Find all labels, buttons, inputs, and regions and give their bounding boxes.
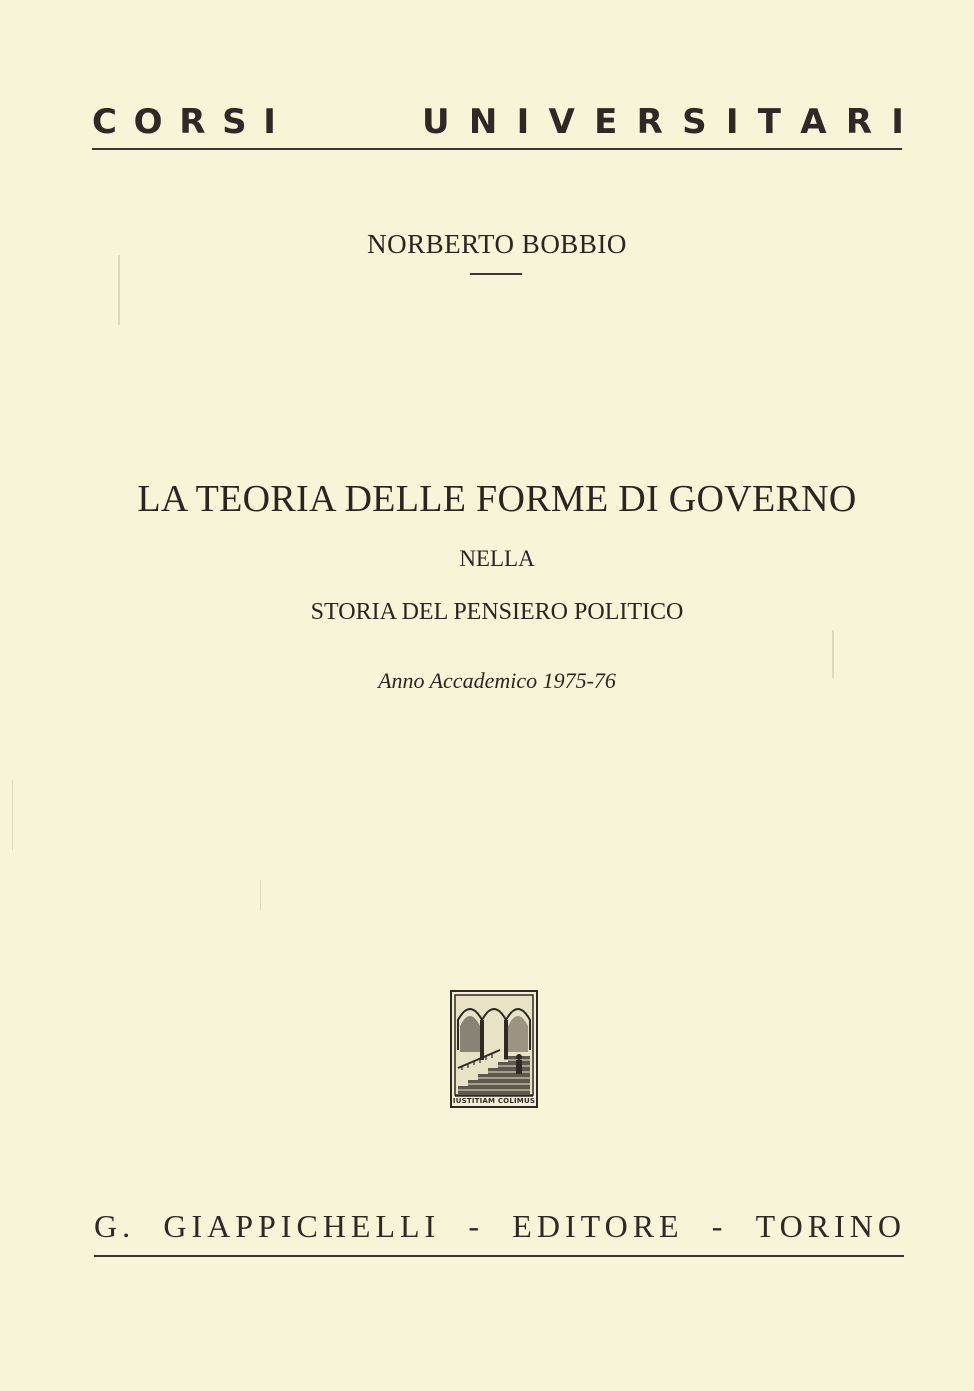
series-word-universitari [422,100,904,144]
series-letter: N [468,102,498,142]
book-subtitle: STORIA DEL PENSIERO POLITICO [310,599,684,625]
series-letter: I [263,102,276,142]
series-divider [92,148,902,150]
publisher-role: EDITORE [512,1208,684,1244]
publisher-separator: - [711,1208,728,1244]
series-letter: A [800,102,827,142]
publisher-initial: G. [94,1208,136,1244]
title-connector: NELLA [459,546,535,571]
author-name: NORBERTO BOBBIO [367,229,627,259]
series-letter: R [179,102,206,142]
series-letter: I [516,102,530,142]
publisher-line [94,1206,906,1246]
series-letter: V [548,102,575,142]
series-letter: O [133,102,163,142]
emblem-motto: IUSTITIAM COLIMUS [452,1097,536,1105]
series-letter: T [757,102,781,142]
series-word-corsi [92,100,276,144]
paper-scuff [12,780,13,850]
paper-scuff [118,255,120,325]
series-title [92,100,904,144]
publisher-divider [94,1255,904,1257]
staircase-arcade-emblem-icon [450,990,538,1108]
publisher-separator: - [468,1208,485,1244]
author-divider [470,273,522,275]
series-letter: S [222,102,247,142]
paper-scuff [260,880,261,910]
publisher-city: TORINO [755,1208,906,1244]
academic-year: Anno Accademico 1975-76 [378,668,616,693]
series-letter: U [422,102,450,142]
series-letter: R [636,102,663,142]
series-letter: I [725,102,739,142]
book-title: LA TEORIA DELLE FORME DI GOVERNO [137,478,857,520]
series-letter: E [594,102,618,142]
series-letter: I [891,102,904,142]
series-letter: S [682,102,707,142]
series-letter: C [92,102,117,142]
publisher-name: GIAPPICHELLI [163,1208,441,1244]
series-letter: R [845,102,873,142]
